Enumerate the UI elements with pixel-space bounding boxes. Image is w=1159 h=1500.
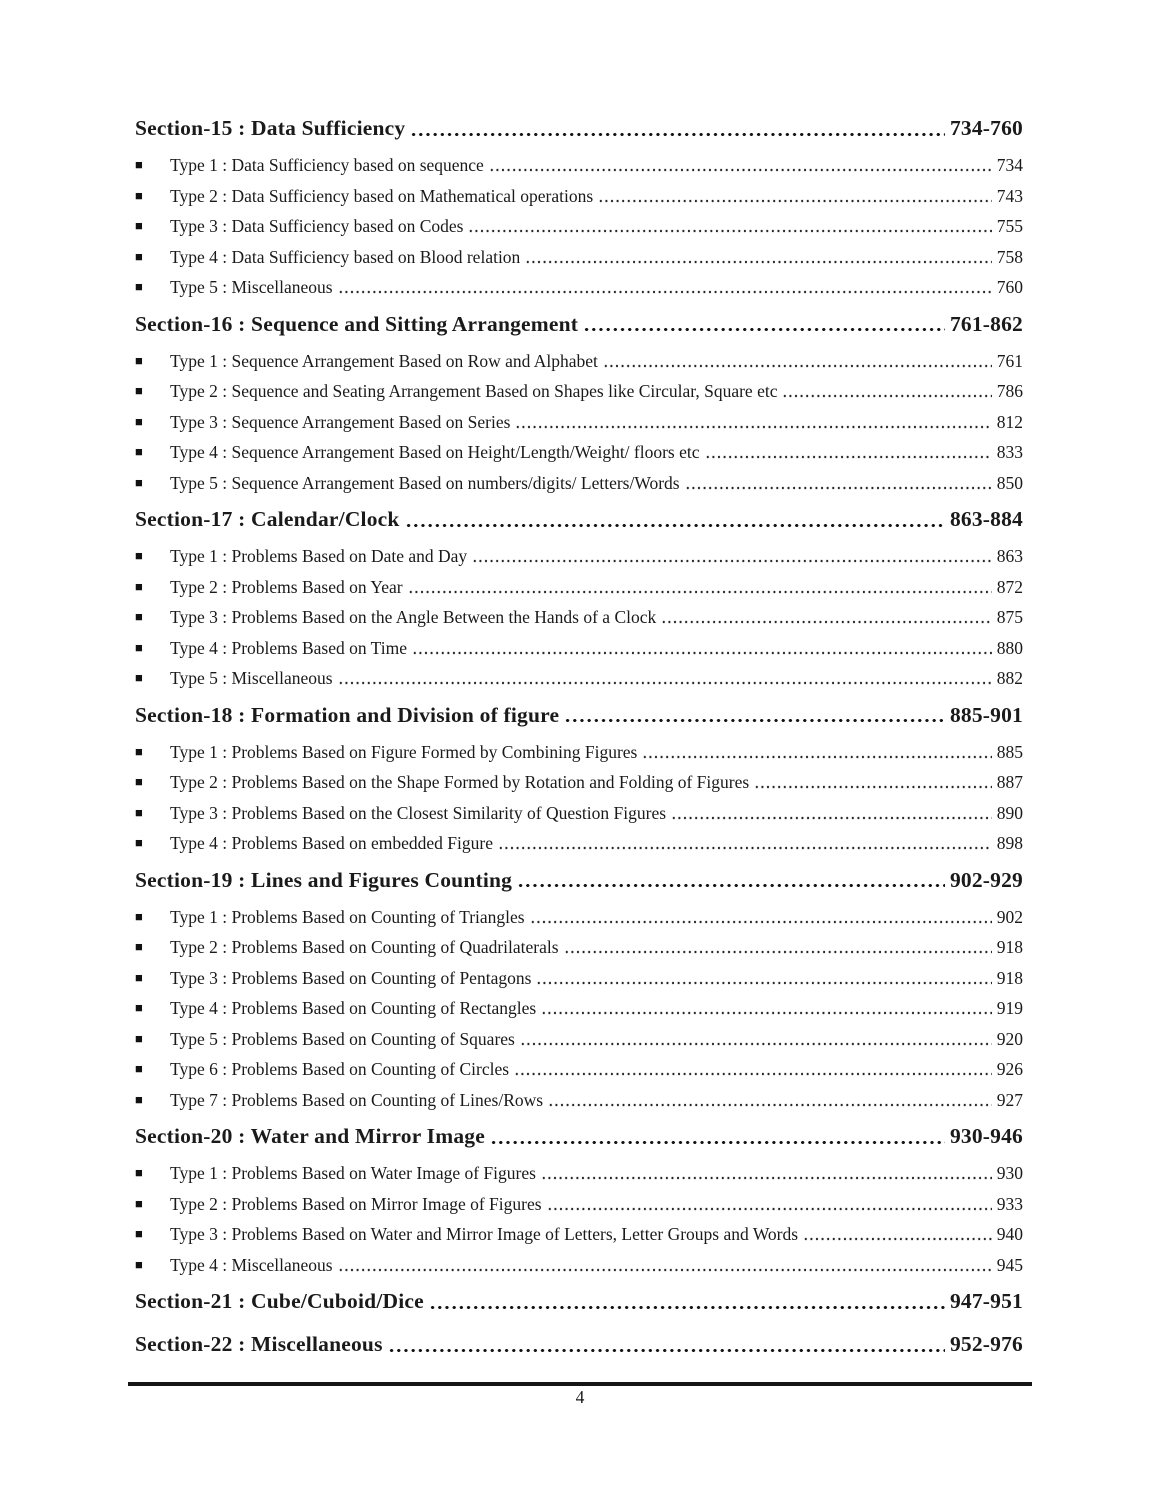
square-bullet-icon: ■ bbox=[135, 413, 143, 429]
toc-section bbox=[135, 1323, 1023, 1366]
toc-entry bbox=[135, 1085, 1023, 1116]
section-title: Section-18 : Formation and Division of figure bbox=[135, 702, 560, 727]
entry-label: Type 3 : Problems Based on Water and Mirror Image of Letters, Letter Groups and Words bbox=[170, 1224, 799, 1244]
entry-label: Type 4 : Problems Based on Counting of Rectangles bbox=[170, 998, 537, 1018]
entry-page: 919 bbox=[996, 998, 1023, 1018]
entry-label: Type 3 : Problems Based on the Angle Between the Hands of a Clock bbox=[170, 607, 657, 627]
toc-entry bbox=[135, 633, 1023, 664]
entry-page: 761 bbox=[996, 350, 1023, 371]
section-heading bbox=[135, 1280, 1023, 1323]
toc-entry bbox=[135, 737, 1023, 768]
dot-leader bbox=[541, 1158, 992, 1189]
toc-entry bbox=[135, 468, 1023, 499]
dot-leader bbox=[642, 737, 991, 768]
entry-label: Type 4 : Data Sufficiency based on Blood relation bbox=[170, 246, 521, 267]
toc-entry bbox=[135, 767, 1023, 798]
section-heading bbox=[135, 859, 1023, 902]
section-title: Section-16 : Sequence and Sitting Arrangement bbox=[135, 311, 579, 336]
square-bullet-icon: ■ bbox=[135, 444, 143, 459]
dot-leader bbox=[536, 963, 991, 994]
entry-page: 880 bbox=[996, 637, 1023, 658]
toc-entry bbox=[135, 407, 1023, 438]
entry-label: Type 3 : Problems Based on Counting of Pentagons bbox=[170, 967, 532, 988]
section-page-range: 902-929 bbox=[949, 867, 1023, 892]
entry-page: 875 bbox=[996, 607, 1023, 627]
toc-entry bbox=[135, 1054, 1023, 1085]
section-page-range: 761-862 bbox=[949, 311, 1023, 336]
section-page-range: 863-884 bbox=[949, 507, 1023, 531]
toc-entry bbox=[135, 1024, 1023, 1055]
entry-page: 890 bbox=[996, 802, 1023, 823]
square-bullet-icon: ■ bbox=[135, 1226, 143, 1241]
entry-page: 945 bbox=[996, 1254, 1023, 1275]
square-bullet-icon: ■ bbox=[135, 609, 143, 624]
toc-entry bbox=[135, 242, 1023, 273]
dot-leader bbox=[405, 498, 945, 541]
toc-entry bbox=[135, 376, 1023, 407]
toc-entry bbox=[135, 181, 1023, 212]
dot-leader bbox=[525, 242, 991, 273]
section-title: Section-21 : Cube/Cuboid/Dice bbox=[135, 1289, 424, 1313]
section-heading bbox=[135, 1323, 1023, 1366]
entry-label: Type 2 : Problems Based on Mirror Image of Figures bbox=[170, 1193, 542, 1214]
entry-page: 918 bbox=[996, 937, 1023, 957]
dot-leader bbox=[541, 993, 992, 1024]
entry-page: 850 bbox=[996, 472, 1023, 493]
entry-label: Type 2 : Sequence and Seating Arrangement Based on Shapes like Circular, Square etc bbox=[170, 381, 778, 401]
square-bullet-icon: ■ bbox=[135, 474, 143, 490]
dot-leader bbox=[498, 828, 992, 859]
dot-leader bbox=[661, 602, 992, 633]
entry-page: 930 bbox=[996, 1163, 1023, 1183]
entry-label: Type 1 : Problems Based on Date and Day bbox=[170, 546, 468, 566]
section-heading bbox=[135, 694, 1023, 737]
section-page-range: 947-951 bbox=[949, 1289, 1023, 1313]
dot-leader bbox=[338, 663, 992, 694]
entry-page: 940 bbox=[996, 1224, 1023, 1244]
square-bullet-icon: ■ bbox=[135, 187, 143, 203]
square-bullet-icon: ■ bbox=[135, 218, 143, 233]
dot-leader bbox=[705, 437, 992, 468]
section-title: Section-22 : Miscellaneous bbox=[135, 1332, 383, 1356]
toc-section bbox=[135, 303, 1023, 499]
entry-label: Type 3 : Data Sufficiency based on Codes bbox=[170, 216, 464, 236]
entry-page: 898 bbox=[996, 833, 1023, 853]
entry-page: 926 bbox=[996, 1059, 1023, 1079]
toc-entry bbox=[135, 963, 1023, 994]
square-bullet-icon: ■ bbox=[135, 1091, 143, 1107]
square-bullet-icon: ■ bbox=[135, 578, 143, 594]
dot-leader bbox=[782, 376, 991, 407]
dot-leader bbox=[564, 932, 992, 963]
toc-entry bbox=[135, 346, 1023, 377]
dot-leader bbox=[671, 798, 992, 829]
dot-leader bbox=[489, 150, 992, 181]
dot-leader bbox=[598, 181, 992, 212]
square-bullet-icon: ■ bbox=[135, 1000, 143, 1015]
entry-page: 882 bbox=[996, 668, 1023, 688]
entry-page: 734 bbox=[996, 155, 1023, 175]
toc-entry bbox=[135, 902, 1023, 933]
section-title: Section-15 : Data Sufficiency bbox=[135, 116, 406, 140]
entry-page: 920 bbox=[996, 1028, 1023, 1049]
entry-page: 760 bbox=[996, 277, 1023, 297]
entry-page: 927 bbox=[996, 1089, 1023, 1110]
entry-label: Type 5 : Problems Based on Counting of Squares bbox=[170, 1028, 515, 1049]
entry-label: Type 2 : Problems Based on Counting of Quadrilaterals bbox=[170, 937, 559, 957]
square-bullet-icon: ■ bbox=[135, 1165, 143, 1180]
entry-page: 918 bbox=[996, 967, 1023, 988]
dot-leader bbox=[338, 272, 992, 303]
dot-leader bbox=[685, 468, 992, 499]
entry-label: Type 2 : Data Sufficiency based on Mathematical operations bbox=[170, 185, 594, 206]
section-page-range: 734-760 bbox=[949, 116, 1023, 140]
square-bullet-icon: ■ bbox=[135, 548, 143, 563]
entry-label: Type 4 : Sequence Arrangement Based on Height/Length/Weight/ floors etc bbox=[170, 442, 700, 462]
square-bullet-icon: ■ bbox=[135, 383, 143, 398]
toc-entry bbox=[135, 572, 1023, 603]
toc-entry bbox=[135, 211, 1023, 242]
square-bullet-icon: ■ bbox=[135, 969, 143, 985]
section-page-range: 885-901 bbox=[949, 702, 1023, 727]
square-bullet-icon: ■ bbox=[135, 939, 143, 954]
toc-section bbox=[135, 1115, 1023, 1280]
square-bullet-icon: ■ bbox=[135, 248, 143, 264]
entry-label: Type 1 : Problems Based on Figure Formed by Combining Figures bbox=[170, 741, 638, 762]
entry-page: 755 bbox=[996, 216, 1023, 236]
section-title: Section-20 : Water and Mirror Image bbox=[135, 1124, 485, 1148]
entry-page: 743 bbox=[996, 185, 1023, 206]
toc-entry bbox=[135, 1219, 1023, 1250]
dot-leader bbox=[803, 1219, 992, 1250]
square-bullet-icon: ■ bbox=[135, 352, 143, 368]
entry-page: 872 bbox=[996, 576, 1023, 597]
square-bullet-icon: ■ bbox=[135, 1030, 143, 1046]
toc-entry bbox=[135, 1250, 1023, 1281]
toc-section bbox=[135, 498, 1023, 694]
dot-leader bbox=[429, 1280, 945, 1323]
dot-leader bbox=[530, 902, 992, 933]
toc-entry bbox=[135, 932, 1023, 963]
section-page-range: 952-976 bbox=[949, 1332, 1023, 1356]
dot-leader bbox=[520, 1024, 992, 1055]
entry-label: Type 5 : Miscellaneous bbox=[170, 277, 333, 297]
toc-entry bbox=[135, 663, 1023, 694]
dot-leader bbox=[472, 541, 992, 572]
dot-leader bbox=[410, 107, 945, 150]
entry-label: Type 5 : Miscellaneous bbox=[170, 668, 333, 688]
entry-label: Type 6 : Problems Based on Counting of Circles bbox=[170, 1059, 510, 1079]
square-bullet-icon: ■ bbox=[135, 279, 143, 294]
entry-label: Type 2 : Problems Based on Year bbox=[170, 576, 403, 597]
entry-label: Type 3 : Sequence Arrangement Based on Series bbox=[170, 411, 511, 432]
entry-page: 863 bbox=[996, 546, 1023, 566]
toc-entry bbox=[135, 1158, 1023, 1189]
entry-label: Type 4 : Miscellaneous bbox=[170, 1254, 333, 1275]
toc-entry bbox=[135, 1189, 1023, 1220]
toc-entry bbox=[135, 437, 1023, 468]
square-bullet-icon: ■ bbox=[135, 1195, 143, 1211]
dot-leader bbox=[548, 1085, 992, 1116]
section-page-range: 930-946 bbox=[949, 1124, 1023, 1148]
toc-entry bbox=[135, 798, 1023, 829]
dot-leader bbox=[388, 1323, 945, 1366]
square-bullet-icon: ■ bbox=[135, 908, 143, 924]
dot-leader bbox=[468, 211, 991, 242]
dot-leader bbox=[408, 572, 992, 603]
toc-section bbox=[135, 694, 1023, 859]
entry-page: 758 bbox=[996, 246, 1023, 267]
section-title: Section-17 : Calendar/Clock bbox=[135, 507, 400, 531]
dot-leader bbox=[514, 1054, 992, 1085]
toc-entry bbox=[135, 541, 1023, 572]
toc bbox=[135, 107, 1023, 1366]
square-bullet-icon: ■ bbox=[135, 774, 143, 789]
section-title: Section-19 : Lines and Figures Counting bbox=[135, 867, 513, 892]
square-bullet-icon: ■ bbox=[135, 1061, 143, 1076]
dot-leader bbox=[515, 407, 991, 438]
entry-label: Type 4 : Problems Based on Time bbox=[170, 637, 407, 658]
section-heading bbox=[135, 498, 1023, 541]
entry-page: 887 bbox=[996, 772, 1023, 792]
dot-leader bbox=[603, 346, 992, 377]
entry-label: Type 3 : Problems Based on the Closest Similarity of Question Figures bbox=[170, 802, 667, 823]
square-bullet-icon: ■ bbox=[135, 743, 143, 759]
toc-entry bbox=[135, 272, 1023, 303]
entry-label: Type 1 : Data Sufficiency based on sequence bbox=[170, 155, 484, 175]
dot-leader bbox=[490, 1115, 945, 1158]
square-bullet-icon: ■ bbox=[135, 1256, 143, 1272]
section-heading bbox=[135, 1115, 1023, 1158]
section-heading bbox=[135, 107, 1023, 150]
dot-leader bbox=[547, 1189, 992, 1220]
square-bullet-icon: ■ bbox=[135, 639, 143, 655]
toc-section bbox=[135, 1280, 1023, 1323]
footer-rule bbox=[128, 1382, 1032, 1386]
entry-page: 902 bbox=[996, 906, 1023, 927]
toc-entry bbox=[135, 993, 1023, 1024]
entry-label: Type 2 : Problems Based on the Shape Formed by Rotation and Folding of Figures bbox=[170, 772, 750, 792]
square-bullet-icon: ■ bbox=[135, 835, 143, 850]
page-number: 4 bbox=[575, 1387, 585, 1407]
dot-leader bbox=[517, 859, 945, 902]
section-heading bbox=[135, 303, 1023, 346]
entry-page: 885 bbox=[996, 741, 1023, 762]
toc-entry bbox=[135, 150, 1023, 181]
entry-label: Type 1 : Problems Based on Counting of Triangles bbox=[170, 906, 525, 927]
entry-page: 933 bbox=[996, 1193, 1023, 1214]
square-bullet-icon: ■ bbox=[135, 670, 143, 685]
entry-page: 812 bbox=[996, 411, 1023, 432]
entry-label: Type 7 : Problems Based on Counting of Lines/Rows bbox=[170, 1089, 544, 1110]
dot-leader bbox=[583, 303, 945, 346]
square-bullet-icon: ■ bbox=[135, 157, 143, 172]
entry-label: Type 5 : Sequence Arrangement Based on numbers/digits/ Letters/Words bbox=[170, 472, 680, 493]
square-bullet-icon: ■ bbox=[135, 804, 143, 820]
dot-leader bbox=[564, 694, 945, 737]
entry-label: Type 4 : Problems Based on embedded Figure bbox=[170, 833, 493, 853]
toc-section bbox=[135, 859, 1023, 1116]
entry-page: 786 bbox=[996, 381, 1023, 401]
entry-page: 833 bbox=[996, 442, 1023, 462]
dot-leader bbox=[412, 633, 992, 664]
toc-entry bbox=[135, 828, 1023, 859]
dot-leader bbox=[754, 767, 992, 798]
entry-label: Type 1 : Problems Based on Water Image of Figures bbox=[170, 1163, 536, 1183]
toc-section bbox=[135, 107, 1023, 303]
entry-label: Type 1 : Sequence Arrangement Based on Row and Alphabet bbox=[170, 350, 598, 371]
dot-leader bbox=[338, 1250, 992, 1281]
toc-entry bbox=[135, 602, 1023, 633]
